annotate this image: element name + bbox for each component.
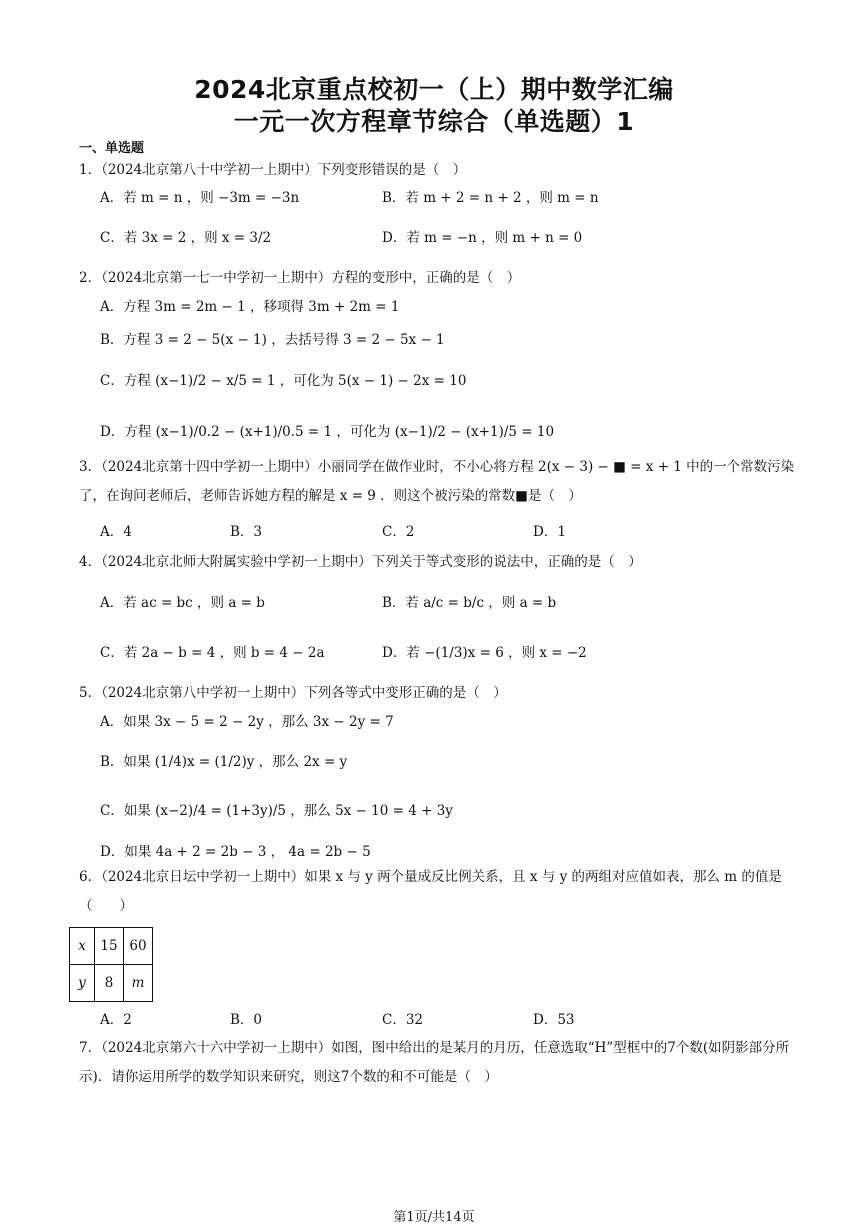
question-6-option-d: D．53	[533, 1012, 575, 1028]
table-row	[70, 928, 153, 965]
question-3-option-c: C．2	[382, 524, 415, 540]
section-heading: 一、单选题	[79, 141, 145, 156]
question-2-option-b: B．方程 3 = 2 − 5(x − 1) ，去括号得 3 = 2 − 5x − 1	[100, 332, 445, 348]
question-5-stem: 5．（2024北京第八中学初一上期中）下列各等式中变形正确的是（ ）	[79, 685, 507, 701]
question-1-option-c: C．若 3x = 2 ，则 x = 3/2	[100, 230, 272, 246]
question-4-option-b: B．若 a/c = b/c ，则 a = b	[382, 595, 557, 611]
page-subtitle: 一元一次方程章节综合（单选题）1	[233, 107, 635, 136]
question-6-stem: 6．（2024北京日坛中学初一上期中）如果 x 与 y 两个量成反比例关系，且 x 与 y 的两组对应值如表，那么 m 的值是（ ）	[79, 869, 782, 914]
page-footer: 第1页/共14页	[393, 1210, 475, 1225]
question-1-option-b: B．若 m + 2 = n + 2 ，则 m = n	[382, 190, 599, 206]
question-4-option-a: A．若 ac = bc ，则 a = b	[100, 595, 265, 611]
question-3-option-a: A．4	[100, 524, 132, 540]
question-2-option-d: D．方程 (x−1)/0.2 − (x+1)/0.5 = 1 ，可化为 (x−1)/2 − (x+1)/5 = 10	[100, 424, 555, 440]
question-3-stem: 3．（2024北京第十四中学初一上期中）小丽同学在做作业时，不小心将方程 2(x − 3) − ■ = x + 1 中的一个常数污染了，在询问老师后，老师告诉她方程的解是 x = 9 ．则这个被污染的常数■是（ ）	[79, 459, 795, 504]
table-row	[70, 965, 153, 1002]
question-5-option-d: D．如果 4a + 2 = 2b − 3 ， 4a = 2b − 5	[100, 844, 371, 860]
question-4-option-d: D．若 −(1/3)x = 6 ，则 x = −2	[382, 645, 587, 661]
question-7-stem: 7．（2024北京第六十六中学初一上期中）如图，图中给出的是某月的月历，任意选取“H”型框中的7个数(如阴影部分所示)．请你运用所学的数学知识来研究，则这7个数的和不可能是（ ）	[79, 1040, 790, 1085]
table-cell: 15	[95, 928, 124, 965]
question-4-option-c: C．若 2a − b = 4 ，则 b = 4 − 2a	[100, 645, 325, 661]
table-cell: 60	[124, 928, 153, 965]
table-cell: m	[124, 965, 153, 1002]
table-cell: x	[70, 928, 95, 965]
question-6-option-b: B．0	[230, 1012, 263, 1028]
question-5-option-b: B．如果 (1/4)x = (1/2)y ，那么 2x = y	[100, 754, 348, 770]
question-1-stem: 1．（2024北京第八十中学初一上期中）下列变形错误的是（ ）	[79, 162, 467, 178]
question-1-option-a: A．若 m = n ，则 −3m = −3n	[100, 190, 300, 206]
question-5-option-c: C．如果 (x−2)/4 = (1+3y)/5 ，那么 5x − 10 = 4 + 3y	[100, 803, 453, 819]
question-2-option-c: C．方程 (x−1)/2 − x/5 = 1 ，可化为 5(x − 1) − 2x = 10	[100, 373, 467, 389]
question-1-option-d: D．若 m = −n ，则 m + n = 0	[382, 230, 583, 246]
question-2-option-a: A．方程 3m = 2m − 1 ，移项得 3m + 2m = 1	[100, 299, 400, 315]
question-4-stem: 4．（2024北京北师大附属实验中学初一上期中）下列关于等式变形的说法中，正确的是（ ）	[79, 554, 642, 570]
question-6-option-a: A．2	[100, 1012, 132, 1028]
question-6-option-c: C．32	[382, 1012, 424, 1028]
question-3-option-b: B．3	[230, 524, 263, 540]
question-2-stem: 2．（2024北京第一七一中学初一上期中）方程的变形中，正确的是（ ）	[79, 270, 521, 286]
table-cell: y	[70, 965, 95, 1002]
question-5-option-a: A．如果 3x − 5 = 2 − 2y ，那么 3x − 2y = 7	[100, 714, 394, 730]
table-cell: 8	[95, 965, 124, 1002]
question-3-option-d: D．1	[533, 524, 566, 540]
value-table	[69, 927, 153, 1002]
page-title: 2024北京重点校初一（上）期中数学汇编	[194, 75, 674, 104]
